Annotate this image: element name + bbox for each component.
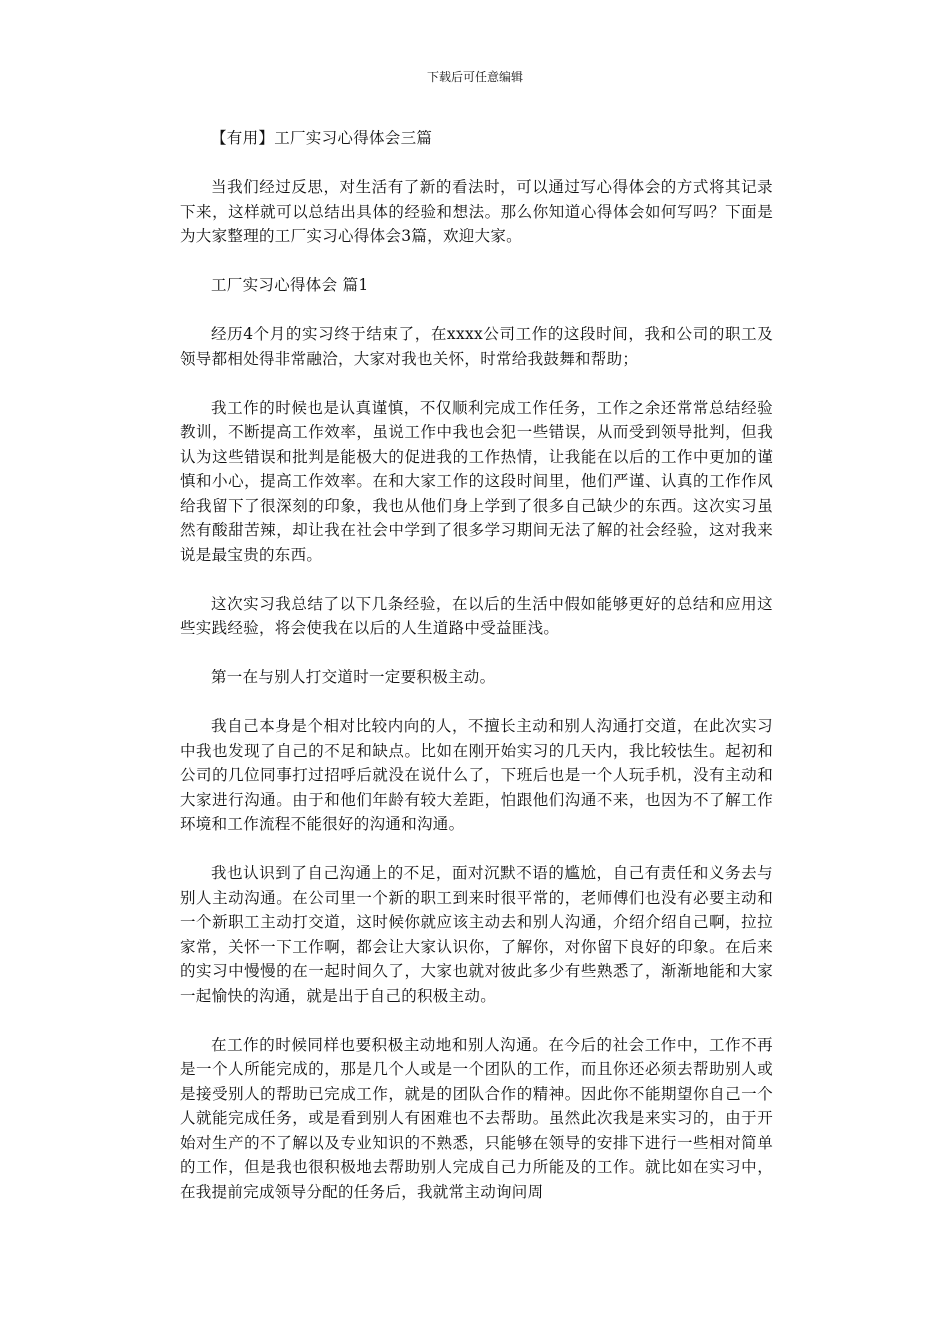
body-paragraph: 我自己本身是个相对比较内向的人，不擅长主动和别人沟通打交道，在此次实习中我也发现了自己的不足和缺点。比如在刚开始实习的几天内，我比较怯生。起初和公司的几位同事打过招呼后就没在说什么了，下班后也是一个人玩手机，没有主动和大家进行沟通。由于和他们年龄有较大差距，怕跟他们沟通不来，也因为不了解工作环境和工作流程不能很好的沟通和沟通。: [180, 717, 773, 833]
document-body: [180, 126, 773, 1229]
page-header: 下载后可任意编辑: [426, 70, 523, 84]
body-paragraph: 经历4个月的实习终于结束了，在xxxx公司工作的这段时间，我和公司的职工及领导都相处得非常融洽，大家对我也关怀，时常给我鼓舞和帮助；: [180, 325, 773, 368]
body-paragraph: 在工作的时候同样也要积极主动地和别人沟通。在今后的社会工作中，工作不再是一个人所能完成的，那是几个人或是一个团队的工作，而且你还必须去帮助别人或是接受别人的帮助已完成工作，就是的团队合作的精神。因此你不能期望你自己一个人就能完成任务，或是看到别人有困难也不去帮助。虽然此次我是来实习的，由于开始对生产的不了解以及专业知识的不熟悉，只能够在领导的安排下进行一些相对简单的工作，但是我也很积极地去帮助别人完成自己力所能及的工作。就比如在实习中，在我提前完成领导分配的任务后，我就常主动询问周: [180, 1035, 773, 1201]
body-paragraph: 我工作的时候也是认真谨慎，不仅顺利完成工作任务，工作之余还常常总结经验教训，不断提高工作效率，虽说工作中我也会犯一些错误，从而受到领导批判，但我认为这些错误和批判是能极大的促进我的工作热情，让我能在以后的工作中更加的谨慎和小心，提高工作效率。在和大家工作的这段时间里，他们严谨、认真的工作作风给我留下了很深刻的印象，我也从他们身上学到了很多自己缺少的东西。这次实习虽然有酸甜苦辣，却让我在社会中学到了很多学习期间无法了解的社会经验，这对我来说是最宝贵的东西。: [180, 398, 773, 564]
intro-paragraph: 当我们经过反思，对生活有了新的看法时，可以通过写心得体会的方式将其记录下来，这样就可以总结出具体的经验和想法。那么你知道心得体会如何写吗？下面是为大家整理的工厂实习心得体会3篇，欢迎大家。: [180, 178, 773, 245]
body-paragraph: 我也认识到了自己沟通上的不足，面对沉默不语的尴尬，自己有责任和义务去与别人主动沟通。在公司里一个新的职工到来时很平常的，老师傅们也没有必要主动和一个新职工主动打交道，这时候你就应该主动去和别人沟通，介绍介绍自己啊，拉拉家常，关怀一下工作啊，都会让大家认识你，了解你，对你留下良好的印象。在后来的实习中慢慢的在一起时间久了，大家也就对彼此多少有些熟悉了，渐渐地能和大家一起愉快的沟通，就是出于自己的积极主动。: [180, 864, 773, 1005]
document-title: 【有用】工厂实习心得体会三篇: [211, 129, 433, 147]
body-paragraph: 第一在与别人打交道时一定要积极主动。: [211, 668, 496, 686]
section-heading: 工厂实习心得体会 篇1: [211, 276, 369, 294]
body-paragraph: 这次实习我总结了以下几条经验，在以后的生活中假如能够更好的总结和应用这些实践经验，将会使我在以后的人生道路中受益匪浅。: [180, 594, 773, 637]
